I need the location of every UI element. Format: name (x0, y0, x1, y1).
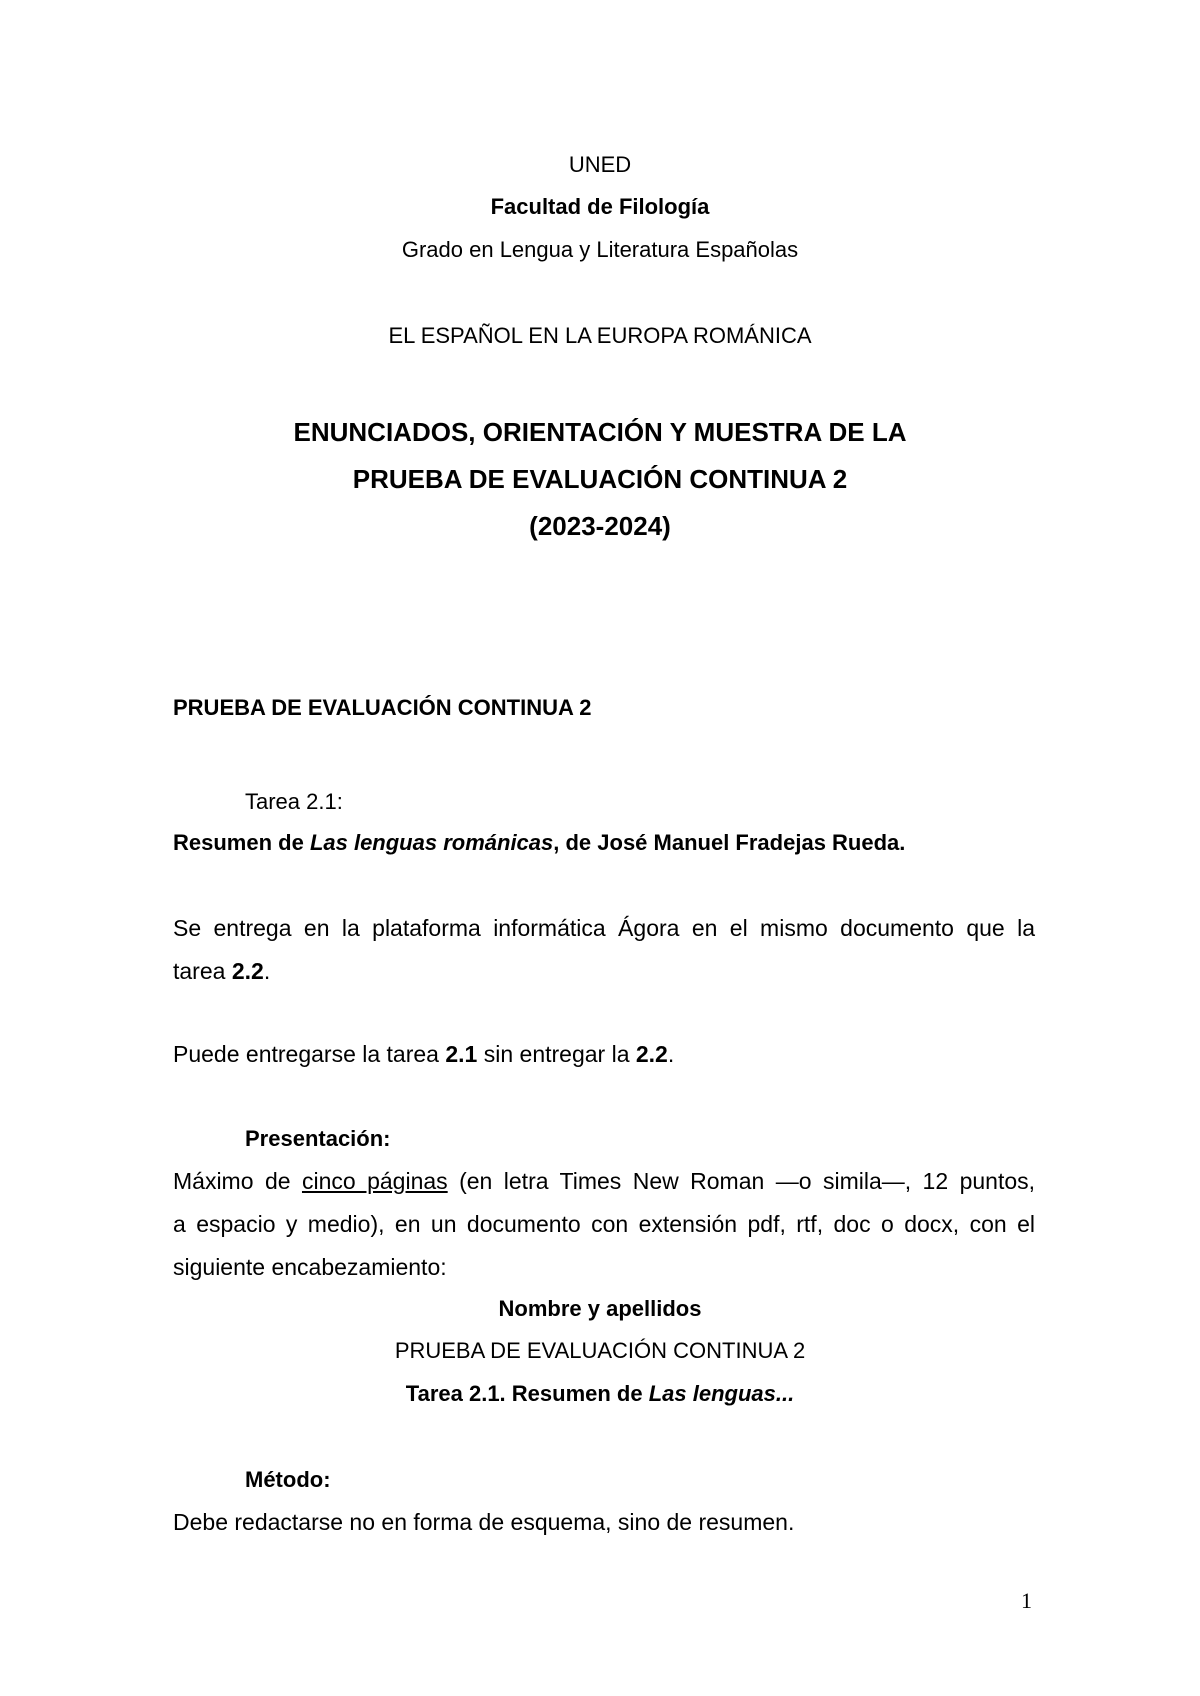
optional-bold1: 2.1 (445, 1041, 478, 1067)
method-text: Debe redactarse no en forma de esquema, sino de resumen. (173, 1509, 795, 1535)
university-name: UNED (568, 152, 632, 177)
header-example-task-prefix: Tarea 2.1. Resumen de (405, 1381, 649, 1406)
presentation-label: Presentación: (245, 1126, 391, 1151)
optional-bold2: 2.2 (635, 1041, 668, 1067)
presentation-line3: siguiente encabezamiento: (173, 1254, 447, 1280)
presentation-line1-underline: cinco páginas (301, 1168, 448, 1194)
task-label: Tarea 2.1: (245, 789, 343, 814)
document-title-line2: PRUEBA DE EVALUACIÓN CONTINUA 2 (352, 464, 848, 494)
degree-name: Grado en Lengua y Literatura Españolas (401, 237, 799, 262)
task-desc-prefix: Resumen de (173, 830, 310, 855)
delivery-line2-bold: 2.2 (231, 958, 264, 984)
presentation-line1-suffix: (en letra Times New Roman —o simila—, 12 puntos, (447, 1168, 1036, 1194)
optional-paragraph (173, 1043, 674, 1066)
document-title-line1: ENUNCIADOS, ORIENTACIÓN Y MUESTRA DE LA (293, 417, 907, 447)
task-description (173, 832, 905, 854)
course-name: EL ESPAÑOL EN LA EUROPA ROMÁNICA (388, 323, 812, 348)
delivery-line2 (173, 960, 270, 983)
header-example-name: Nombre y apellidos (498, 1296, 702, 1321)
header-example-test: PRUEBA DE EVALUACIÓN CONTINUA 2 (394, 1338, 806, 1363)
delivery-line2-suffix: . (263, 958, 271, 984)
optional-suffix: . (667, 1041, 675, 1067)
method-label: Método: (245, 1467, 331, 1492)
presentation-line1-prefix: Máximo de (173, 1168, 302, 1194)
delivery-line2-prefix: tarea (173, 958, 232, 984)
section-heading: PRUEBA DE EVALUACIÓN CONTINUA 2 (173, 695, 592, 720)
delivery-line1: Se entrega en la plataforma informática Ágora en el mismo documento que la (173, 915, 1035, 941)
task-desc-book: Las lenguas románicas (309, 830, 554, 855)
presentation-line1 (173, 1170, 1035, 1193)
presentation-line2: a espacio y medio), en un documento con extensión pdf, rtf, doc o docx, con el (173, 1211, 1035, 1237)
document-title-line3: (2023-2024) (529, 511, 671, 541)
optional-prefix: Puede entregarse la tarea (173, 1041, 446, 1067)
optional-mid: sin entregar la (477, 1041, 636, 1067)
task-desc-suffix: , de José Manuel Fradejas Rueda. (553, 830, 906, 855)
header-example-task (0, 1383, 1200, 1405)
faculty-name: Facultad de Filología (490, 194, 710, 219)
header-example-task-italic: Las lenguas... (648, 1381, 795, 1406)
page-number: 1 (1021, 1588, 1032, 1613)
